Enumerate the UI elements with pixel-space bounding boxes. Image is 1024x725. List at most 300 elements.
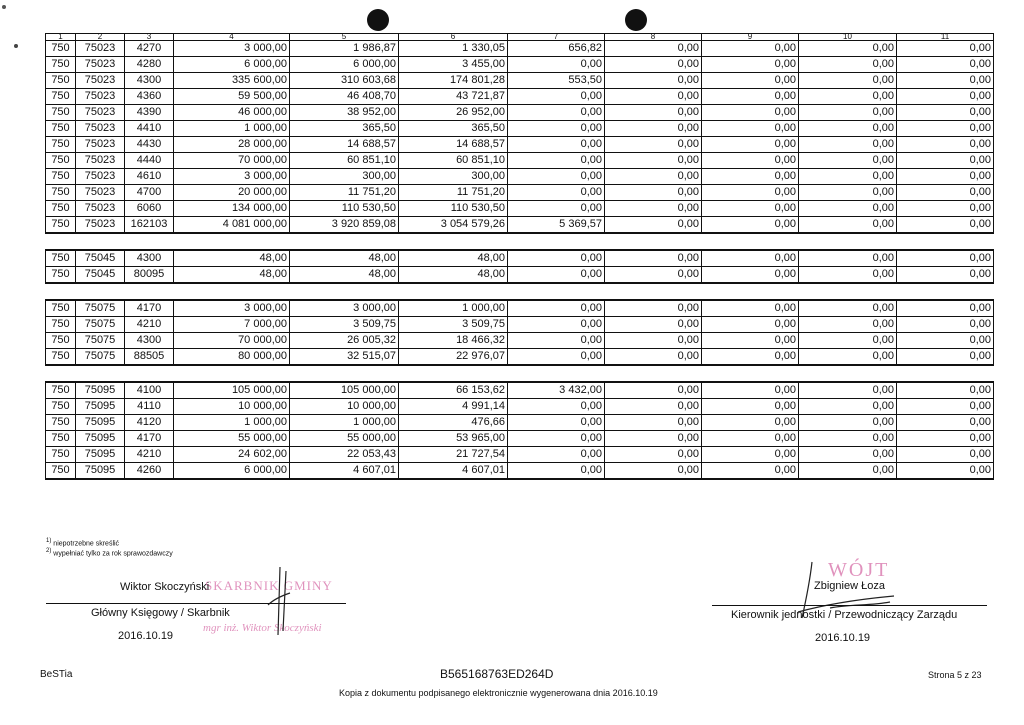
cell-commitments: 3 000,00 xyxy=(290,300,399,317)
footer-app-name: BeSTia xyxy=(40,669,73,680)
cell-prev-year: 0,00 xyxy=(799,41,897,57)
cell-overdue: 0,00 xyxy=(702,105,799,121)
cell-col-11: 0,00 xyxy=(897,463,994,480)
cell-commitments: 6 000,00 xyxy=(290,57,399,73)
group-spacer xyxy=(46,365,994,382)
cell-due: 0,00 xyxy=(605,105,702,121)
table-row xyxy=(46,349,994,366)
cell-col-11: 0,00 xyxy=(897,73,994,89)
cell-due: 0,00 xyxy=(605,137,702,153)
cell-plan: 4 xyxy=(174,34,290,41)
table-row xyxy=(46,415,994,431)
cell-plan: 48,00 xyxy=(174,250,290,267)
cell-liabilities: 0,00 xyxy=(508,185,605,201)
cell-prev-year: 0,00 xyxy=(799,382,897,399)
cell-paragraph: 4300 xyxy=(125,73,174,89)
cell-paragraph: 4260 xyxy=(125,463,174,480)
treasurer-signature xyxy=(262,565,292,637)
cell-paragraph: 4210 xyxy=(125,447,174,463)
cell-paid: 6 xyxy=(399,34,508,41)
cell-plan: 6 000,00 xyxy=(174,463,290,480)
cell-paragraph: 4700 xyxy=(125,185,174,201)
cell-prev-year: 0,00 xyxy=(799,73,897,89)
table-row xyxy=(46,41,994,57)
cell-plan: 20 000,00 xyxy=(174,185,290,201)
cell-paid: 3 054 579,26 xyxy=(399,217,508,234)
cell-chapter: 75075 xyxy=(76,317,125,333)
report-table xyxy=(45,33,994,480)
mayor-stamp: WÓJT xyxy=(828,559,890,581)
cell-plan: 134 000,00 xyxy=(174,201,290,217)
table-row xyxy=(46,399,994,415)
cell-col-11: 0,00 xyxy=(897,105,994,121)
cell-col-11: 0,00 xyxy=(897,250,994,267)
cell-plan: 6 000,00 xyxy=(174,57,290,73)
cell-paragraph: 3 xyxy=(125,34,174,41)
cell-chapter: 75023 xyxy=(76,217,125,234)
footer-copy-note: Kopia z dokumentu podpisanego elektronicznie wygenerowana dnia 2016.10.19 xyxy=(339,688,658,698)
cell-chapter: 75045 xyxy=(76,267,125,284)
cell-chapter: 75023 xyxy=(76,169,125,185)
cell-paragraph: 4210 xyxy=(125,317,174,333)
table-row xyxy=(46,137,994,153)
cell-prev-year: 10 xyxy=(799,34,897,41)
footnote-2 xyxy=(46,547,173,558)
cell-prev-year: 0,00 xyxy=(799,447,897,463)
cell-paid: 11 751,20 xyxy=(399,185,508,201)
cell-due: 0,00 xyxy=(605,415,702,431)
table-row xyxy=(46,89,994,105)
cell-commitments: 60 851,10 xyxy=(290,153,399,169)
cell-prev-year: 0,00 xyxy=(799,399,897,415)
cell-plan: 3 000,00 xyxy=(174,41,290,57)
cell-commitments: 48,00 xyxy=(290,250,399,267)
table-row xyxy=(46,169,994,185)
cell-commitments: 365,50 xyxy=(290,121,399,137)
cell-overdue: 0,00 xyxy=(702,333,799,349)
cell-overdue: 0,00 xyxy=(702,463,799,480)
spacer-cell xyxy=(46,233,994,250)
table-row xyxy=(46,105,994,121)
cell-liabilities: 0,00 xyxy=(508,317,605,333)
cell-section: 750 xyxy=(46,121,76,137)
cell-due: 0,00 xyxy=(605,300,702,317)
cell-paid: 4 991,14 xyxy=(399,399,508,415)
cell-chapter: 75095 xyxy=(76,399,125,415)
cell-commitments: 48,00 xyxy=(290,267,399,284)
cell-commitments: 105 000,00 xyxy=(290,382,399,399)
cell-plan: 4 081 000,00 xyxy=(174,217,290,234)
cell-paid: 14 688,57 xyxy=(399,137,508,153)
cell-section: 750 xyxy=(46,137,76,153)
cell-plan: 70 000,00 xyxy=(174,333,290,349)
cell-commitments: 46 408,70 xyxy=(290,89,399,105)
cell-due: 0,00 xyxy=(605,267,702,284)
cell-chapter: 75023 xyxy=(76,57,125,73)
cell-col-11: 0,00 xyxy=(897,415,994,431)
cell-liabilities: 3 432,00 xyxy=(508,382,605,399)
cell-overdue: 0,00 xyxy=(702,349,799,366)
cell-overdue: 0,00 xyxy=(702,41,799,57)
table-row xyxy=(46,317,994,333)
cell-overdue: 0,00 xyxy=(702,431,799,447)
cell-col-11: 0,00 xyxy=(897,121,994,137)
cell-chapter: 75023 xyxy=(76,73,125,89)
cell-paragraph: 80095 xyxy=(125,267,174,284)
signature-line xyxy=(712,605,987,606)
cell-plan: 1 000,00 xyxy=(174,121,290,137)
treasurer-stamp: SKARBNIK GMINY xyxy=(205,578,333,593)
cell-paragraph: 4360 xyxy=(125,89,174,105)
scan-speck xyxy=(2,5,6,9)
table-row xyxy=(46,201,994,217)
cell-liabilities: 0,00 xyxy=(508,415,605,431)
cell-due: 0,00 xyxy=(605,447,702,463)
cell-commitments: 1 000,00 xyxy=(290,415,399,431)
mayor-name: Zbigniew Łoza xyxy=(814,580,885,592)
cell-paragraph: 4300 xyxy=(125,333,174,349)
cell-section: 1 xyxy=(46,34,76,41)
cell-liabilities: 0,00 xyxy=(508,105,605,121)
cell-paragraph: 4120 xyxy=(125,415,174,431)
cell-prev-year: 0,00 xyxy=(799,89,897,105)
cell-overdue: 0,00 xyxy=(702,300,799,317)
cell-commitments: 55 000,00 xyxy=(290,431,399,447)
cell-commitments: 5 xyxy=(290,34,399,41)
cell-paragraph: 4410 xyxy=(125,121,174,137)
cell-prev-year: 0,00 xyxy=(799,250,897,267)
cell-col-11: 0,00 xyxy=(897,399,994,415)
cell-overdue: 0,00 xyxy=(702,217,799,234)
punch-hole-mark xyxy=(367,9,389,31)
cell-section: 750 xyxy=(46,447,76,463)
cell-due: 0,00 xyxy=(605,399,702,415)
cell-chapter: 75075 xyxy=(76,333,125,349)
cell-due: 0,00 xyxy=(605,317,702,333)
cell-paragraph: 4100 xyxy=(125,382,174,399)
cell-chapter: 75023 xyxy=(76,105,125,121)
cell-plan: 1 000,00 xyxy=(174,415,290,431)
cell-chapter: 75095 xyxy=(76,463,125,480)
cell-paragraph: 4280 xyxy=(125,57,174,73)
cell-liabilities: 5 369,57 xyxy=(508,217,605,234)
cell-chapter: 75095 xyxy=(76,431,125,447)
cell-chapter: 75023 xyxy=(76,89,125,105)
cell-col-11: 0,00 xyxy=(897,153,994,169)
cell-paragraph: 4610 xyxy=(125,169,174,185)
cell-plan: 55 000,00 xyxy=(174,431,290,447)
cell-section: 750 xyxy=(46,185,76,201)
cell-due: 0,00 xyxy=(605,41,702,57)
table-row xyxy=(46,267,994,284)
cell-prev-year: 0,00 xyxy=(799,169,897,185)
cell-chapter: 75075 xyxy=(76,349,125,366)
cell-paid: 53 965,00 xyxy=(399,431,508,447)
table-row xyxy=(46,185,994,201)
cell-paragraph: 4170 xyxy=(125,300,174,317)
cell-section: 750 xyxy=(46,333,76,349)
cell-paid: 476,66 xyxy=(399,415,508,431)
cell-prev-year: 0,00 xyxy=(799,431,897,447)
cell-chapter: 75023 xyxy=(76,185,125,201)
cell-col-11: 11 xyxy=(897,34,994,41)
cell-liabilities: 0,00 xyxy=(508,267,605,284)
cell-chapter: 75023 xyxy=(76,121,125,137)
cell-commitments: 3 920 859,08 xyxy=(290,217,399,234)
mayor-date: 2016.10.19 xyxy=(815,632,871,644)
table-row xyxy=(46,121,994,137)
cell-paragraph: 4110 xyxy=(125,399,174,415)
cell-plan: 335 600,00 xyxy=(174,73,290,89)
cell-col-11: 0,00 xyxy=(897,217,994,234)
cell-liabilities: 0,00 xyxy=(508,121,605,137)
cell-due: 0,00 xyxy=(605,250,702,267)
cell-commitments: 10 000,00 xyxy=(290,399,399,415)
cell-overdue: 0,00 xyxy=(702,89,799,105)
cell-prev-year: 0,00 xyxy=(799,137,897,153)
cell-section: 750 xyxy=(46,201,76,217)
cell-section: 750 xyxy=(46,89,76,105)
spacer-cell xyxy=(46,283,994,300)
cell-liabilities: 0,00 xyxy=(508,89,605,105)
cell-paragraph: 4440 xyxy=(125,153,174,169)
cell-commitments: 300,00 xyxy=(290,169,399,185)
cell-due: 0,00 xyxy=(605,121,702,137)
cell-overdue: 0,00 xyxy=(702,399,799,415)
cell-paid: 174 801,28 xyxy=(399,73,508,89)
cell-paid: 1 000,00 xyxy=(399,300,508,317)
cell-commitments: 4 607,01 xyxy=(290,463,399,480)
cell-overdue: 0,00 xyxy=(702,153,799,169)
cell-overdue: 0,00 xyxy=(702,267,799,284)
cell-col-11: 0,00 xyxy=(897,447,994,463)
cell-paid: 66 153,62 xyxy=(399,382,508,399)
footnote-mark: 1) xyxy=(46,538,52,544)
cell-section: 750 xyxy=(46,267,76,284)
table-row xyxy=(46,57,994,73)
cell-commitments: 14 688,57 xyxy=(290,137,399,153)
cell-chapter: 75095 xyxy=(76,382,125,399)
cell-col-11: 0,00 xyxy=(897,169,994,185)
cell-plan: 46 000,00 xyxy=(174,105,290,121)
cell-col-11: 0,00 xyxy=(897,349,994,366)
cell-col-11: 0,00 xyxy=(897,137,994,153)
cell-overdue: 0,00 xyxy=(702,382,799,399)
cell-section: 750 xyxy=(46,399,76,415)
cell-liabilities: 7 xyxy=(508,34,605,41)
table-row xyxy=(46,463,994,480)
footer-page-number: Strona 5 z 23 xyxy=(928,670,982,680)
cell-paid: 4 607,01 xyxy=(399,463,508,480)
cell-plan: 24 602,00 xyxy=(174,447,290,463)
cell-prev-year: 0,00 xyxy=(799,317,897,333)
cell-overdue: 0,00 xyxy=(702,169,799,185)
cell-col-11: 0,00 xyxy=(897,89,994,105)
cell-prev-year: 0,00 xyxy=(799,185,897,201)
cell-overdue: 0,00 xyxy=(702,121,799,137)
cell-chapter: 75045 xyxy=(76,250,125,267)
report-table-body xyxy=(46,34,994,480)
cell-due: 0,00 xyxy=(605,201,702,217)
cell-prev-year: 0,00 xyxy=(799,333,897,349)
cell-liabilities: 0,00 xyxy=(508,431,605,447)
cell-paragraph: 4430 xyxy=(125,137,174,153)
cell-col-11: 0,00 xyxy=(897,185,994,201)
cell-plan: 10 000,00 xyxy=(174,399,290,415)
cell-due: 0,00 xyxy=(605,185,702,201)
cell-plan: 59 500,00 xyxy=(174,89,290,105)
cell-plan: 70 000,00 xyxy=(174,153,290,169)
cell-paragraph: 4390 xyxy=(125,105,174,121)
cell-prev-year: 0,00 xyxy=(799,153,897,169)
cell-prev-year: 0,00 xyxy=(799,300,897,317)
cell-col-11: 0,00 xyxy=(897,317,994,333)
cell-commitments: 3 509,75 xyxy=(290,317,399,333)
signature-line xyxy=(46,603,346,604)
cell-liabilities: 0,00 xyxy=(508,153,605,169)
treasurer-role: Główny Księgowy / Skarbnik xyxy=(91,607,230,619)
cell-paragraph: 4270 xyxy=(125,41,174,57)
cell-prev-year: 0,00 xyxy=(799,121,897,137)
cell-commitments: 22 053,43 xyxy=(290,447,399,463)
cell-liabilities: 0,00 xyxy=(508,201,605,217)
cell-prev-year: 0,00 xyxy=(799,105,897,121)
table-row xyxy=(46,153,994,169)
mayor-role: Kierownik jednostki / Przewodniczący Zarządu xyxy=(731,609,958,621)
table-row xyxy=(46,300,994,317)
cell-chapter: 2 xyxy=(76,34,125,41)
cell-prev-year: 0,00 xyxy=(799,57,897,73)
cell-col-11: 0,00 xyxy=(897,300,994,317)
cell-prev-year: 0,00 xyxy=(799,463,897,480)
cell-col-11: 0,00 xyxy=(897,333,994,349)
cell-plan: 80 000,00 xyxy=(174,349,290,366)
cell-prev-year: 0,00 xyxy=(799,217,897,234)
cell-section: 750 xyxy=(46,169,76,185)
cell-overdue: 0,00 xyxy=(702,447,799,463)
cell-section: 750 xyxy=(46,349,76,366)
cell-liabilities: 0,00 xyxy=(508,447,605,463)
cell-chapter: 75023 xyxy=(76,41,125,57)
cell-chapter: 75023 xyxy=(76,137,125,153)
cell-section: 750 xyxy=(46,317,76,333)
cell-due: 0,00 xyxy=(605,431,702,447)
cell-chapter: 75095 xyxy=(76,447,125,463)
cell-due: 0,00 xyxy=(605,169,702,185)
cell-liabilities: 0,00 xyxy=(508,300,605,317)
cell-overdue: 0,00 xyxy=(702,73,799,89)
cell-paid: 22 976,07 xyxy=(399,349,508,366)
cell-overdue: 0,00 xyxy=(702,250,799,267)
cell-overdue: 0,00 xyxy=(702,185,799,201)
cell-due: 0,00 xyxy=(605,382,702,399)
cell-plan: 3 000,00 xyxy=(174,300,290,317)
cell-prev-year: 0,00 xyxy=(799,349,897,366)
cell-section: 750 xyxy=(46,73,76,89)
cell-paid: 1 330,05 xyxy=(399,41,508,57)
cell-col-11: 0,00 xyxy=(897,57,994,73)
cell-overdue: 9 xyxy=(702,34,799,41)
cell-liabilities: 0,00 xyxy=(508,137,605,153)
cell-due: 0,00 xyxy=(605,89,702,105)
cell-due: 8 xyxy=(605,34,702,41)
cell-commitments: 38 952,00 xyxy=(290,105,399,121)
cell-paragraph: 4300 xyxy=(125,250,174,267)
footnote-text: wypełniać tylko za rok sprawozdawczy xyxy=(53,550,173,558)
cell-paid: 26 952,00 xyxy=(399,105,508,121)
cell-plan: 48,00 xyxy=(174,267,290,284)
cell-prev-year: 0,00 xyxy=(799,201,897,217)
cell-plan: 105 000,00 xyxy=(174,382,290,399)
cell-commitments: 32 515,07 xyxy=(290,349,399,366)
treasurer-name: Wiktor Skoczyński xyxy=(120,581,210,593)
cell-paid: 60 851,10 xyxy=(399,153,508,169)
punch-hole-mark xyxy=(625,9,647,31)
cell-commitments: 1 986,87 xyxy=(290,41,399,57)
cell-chapter: 75023 xyxy=(76,201,125,217)
cell-paid: 48,00 xyxy=(399,267,508,284)
cell-due: 0,00 xyxy=(605,153,702,169)
cell-prev-year: 0,00 xyxy=(799,415,897,431)
cell-paragraph: 162103 xyxy=(125,217,174,234)
spacer-cell xyxy=(46,365,994,382)
cell-overdue: 0,00 xyxy=(702,415,799,431)
cell-section: 750 xyxy=(46,463,76,480)
treasurer-date: 2016.10.19 xyxy=(118,630,174,642)
cell-col-11: 0,00 xyxy=(897,267,994,284)
cell-commitments: 110 530,50 xyxy=(290,201,399,217)
cell-due: 0,00 xyxy=(605,349,702,366)
cell-liabilities: 0,00 xyxy=(508,399,605,415)
group-spacer xyxy=(46,233,994,250)
cell-overdue: 0,00 xyxy=(702,57,799,73)
cell-section: 750 xyxy=(46,431,76,447)
scan-speck xyxy=(14,44,18,48)
cell-section: 750 xyxy=(46,57,76,73)
cell-overdue: 0,00 xyxy=(702,137,799,153)
cell-section: 750 xyxy=(46,41,76,57)
cell-paid: 3 509,75 xyxy=(399,317,508,333)
cell-section: 750 xyxy=(46,300,76,317)
cell-plan: 3 000,00 xyxy=(174,169,290,185)
cell-plan: 28 000,00 xyxy=(174,137,290,153)
table-row xyxy=(46,333,994,349)
footer-document-code: B565168763ED264D xyxy=(440,667,554,681)
cell-liabilities: 0,00 xyxy=(508,463,605,480)
cell-liabilities: 0,00 xyxy=(508,169,605,185)
cell-liabilities: 656,82 xyxy=(508,41,605,57)
cell-commitments: 310 603,68 xyxy=(290,73,399,89)
footnote-text: niepotrzebne skreślić xyxy=(53,540,120,548)
cell-paid: 18 466,32 xyxy=(399,333,508,349)
cell-paid: 48,00 xyxy=(399,250,508,267)
cell-col-11: 0,00 xyxy=(897,382,994,399)
cell-paid: 3 455,00 xyxy=(399,57,508,73)
cell-paid: 110 530,50 xyxy=(399,201,508,217)
table-row xyxy=(46,217,994,234)
cell-section: 750 xyxy=(46,153,76,169)
cell-due: 0,00 xyxy=(605,217,702,234)
cell-liabilities: 0,00 xyxy=(508,333,605,349)
cell-col-11: 0,00 xyxy=(897,201,994,217)
cell-due: 0,00 xyxy=(605,57,702,73)
cell-due: 0,00 xyxy=(605,333,702,349)
cell-liabilities: 0,00 xyxy=(508,349,605,366)
cell-paragraph: 6060 xyxy=(125,201,174,217)
cell-overdue: 0,00 xyxy=(702,201,799,217)
cell-chapter: 75075 xyxy=(76,300,125,317)
cell-section: 750 xyxy=(46,382,76,399)
